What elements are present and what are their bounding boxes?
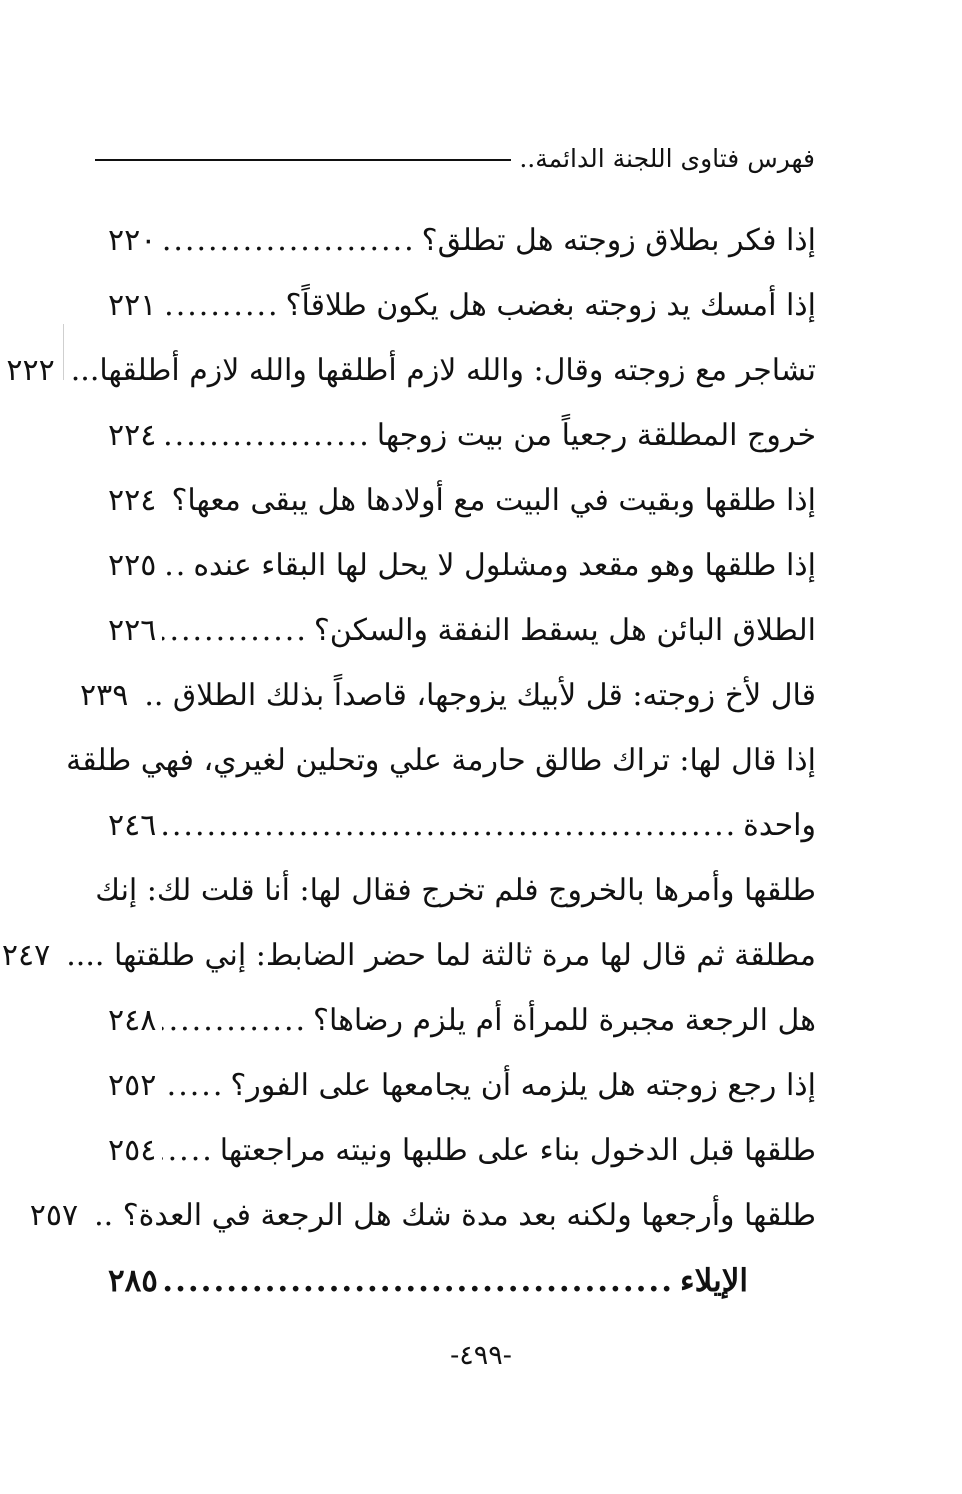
entry-title: طلقها قبل الدخول بناء على طلبها ونيته مراجعتها [219,1133,816,1168]
entry-page: ٢٥٤ [108,1133,157,1168]
entry-page: ٢٢١ [108,288,157,323]
index-entry [108,468,816,533]
entry-page: ٢٤٨ [108,1003,157,1038]
index-entry [29,1183,816,1248]
entry-title: مطلقة ثم قال لها مرة ثالثة لما حضر الضابط: إني طلقتها .... [66,938,816,973]
index-entry [108,598,816,663]
index-entry [79,663,816,728]
entry-title: واحدة [743,808,816,843]
dot-leader [162,483,165,518]
dot-leader [162,418,370,453]
index-entry [108,208,816,273]
index-entry [108,793,816,858]
dot-leader [162,548,187,583]
entry-title: إذا فكر بطلاق زوجته هل تطلق؟ [421,223,816,258]
dot-leader [162,613,308,648]
index-entry [108,1118,816,1183]
index-entry-wrapped-line [66,728,816,793]
entry-title: تشاجر مع زوجته وقال: والله لازم أطلقها والله لازم أطلقها... [70,353,816,388]
entry-page: ٢٢٦ [108,613,157,648]
index-list [1,208,816,1313]
entry-title: الطلاق البائن هل يسقط النفقة والسكن؟ [313,613,816,648]
entry-page: ٢٥٢ [108,1068,157,1103]
index-entry-wrapped-line [95,858,816,923]
entry-title: إذا طلقها وهو مقعد ومشلول لا يحل لها البقاء عنده [193,548,816,583]
dot-leader [162,288,279,323]
header-rule [95,159,511,161]
dot-leader [162,1068,224,1103]
entry-page: ٢٢٠ [108,223,157,258]
dot-leader [164,1263,674,1299]
entry-page: ٢٤٦ [108,808,157,843]
index-entry [108,533,816,598]
entry-title: قال لأخ زوجته: قل لأبيك يزوجها، قاصداً بذلك الطلاق .. [144,678,816,713]
entry-page: ٢٢٤ [108,418,157,453]
entry-page: ٢٥٧ [29,1198,79,1233]
dot-leader [56,938,60,973]
entry-title: هل الرجعة مجبرة للمرأة أم يلزم رضاها؟ [313,1003,816,1038]
entry-page: ٢٤٧ [1,938,51,973]
entry-title: إذا طلقها وبقيت في البيت مع أولادها هل يبقى معها؟ [171,483,816,518]
entry-title: الإيلاء [680,1262,748,1299]
entry-title: طلقها وأمرها بالخروج فلم تخرج فقال لها: أنا قلت لك: إنك [95,873,816,908]
page-number: -٤٩٩- [450,1340,512,1371]
index-entry [108,273,816,338]
dot-leader [162,1003,307,1038]
index-entry [108,1053,816,1118]
dot-leader [134,678,138,713]
index-entry-section [108,1248,816,1313]
index-entry [108,403,816,468]
entry-title: إذا قال لها: تراك طالق حارمة علي وتحلين لغيري، فهي طلقة [66,743,816,778]
entry-title: إذا أمسك يد زوجته بغضب هل يكون طلاقاً؟ [285,288,816,323]
dot-leader [162,1133,213,1168]
dot-leader [162,808,737,843]
dot-leader [61,353,65,388]
index-entry [108,988,816,1053]
entry-title: إذا رجع زوجته هل يلزمه أن يجامعها على الفور؟ [230,1068,816,1103]
dot-leader [162,223,415,258]
entry-page: ٢٢٢ [6,353,55,388]
header-title: فهرس فتاوى اللجنة الدائمة.. [519,143,815,173]
entry-page: ٢٣٩ [79,678,129,713]
entry-title: طلقها وأرجعها ولكنه بعد مدة شك هل الرجعة في العدة؟ .. [94,1198,816,1233]
entry-page: ٢٢٤ [108,483,157,518]
index-entry [1,923,816,988]
entry-page: ٢٢٥ [108,548,157,583]
index-entry [6,338,816,403]
running-header [95,138,815,178]
dot-leader [84,1198,88,1233]
entry-title: خروج المطلقة رجعياً من بيت زوجها [376,418,816,453]
entry-page: ٢٨٥ [108,1262,158,1299]
